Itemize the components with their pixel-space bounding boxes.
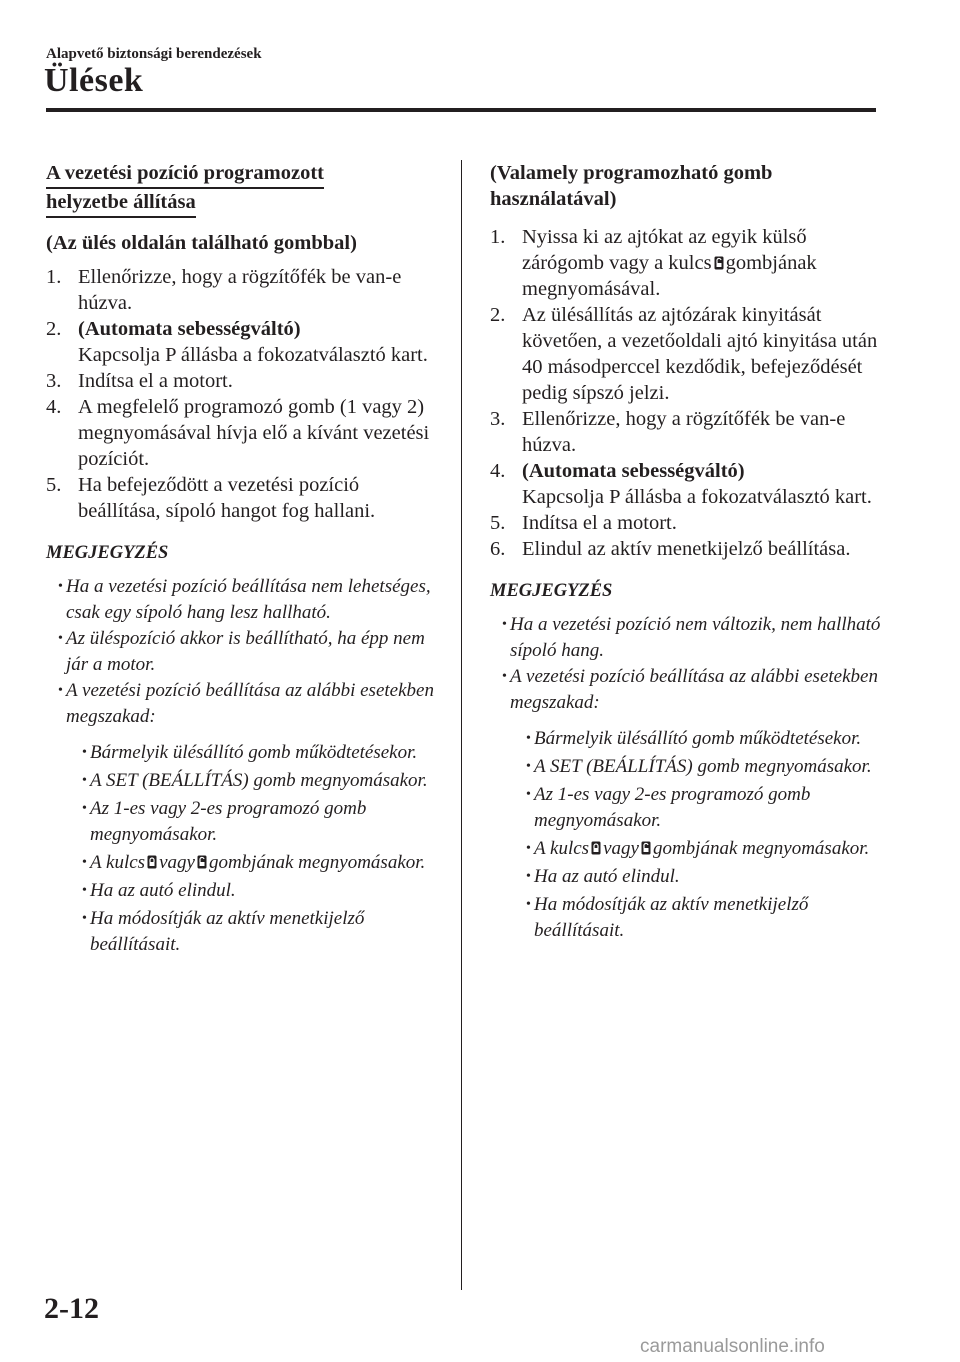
sub-note-item: • A kulcs vagy gombjának megnyomásakor. [526,838,870,859]
note-heading: MEGJEGYZÉS [490,581,613,601]
sub-note-item: • A SET (BEÁLLÍTÁS) gomb megnyomásakor. [526,756,872,777]
right-step-1: 1. Nyissa ki az ajtókat az egyik külső zárógomb vagy a kulcs gombjának megnyomásával. [490,226,817,300]
sub-note-list [46,740,446,958]
left-subhead: (Az ülés oldalán található gombbal) [46,232,357,254]
right-step-4: 4. (Automata sebességváltó) Kapcsolja P állásba a fokozatválasztó kart. [490,460,872,508]
unlock-icon [197,855,207,869]
left-step-5: 5. Ha befejeződött a vezetési pozíció beállítása, sípoló hangot fog hallani. [46,474,376,522]
column-divider [461,160,462,1290]
sub-note-item: • Ha az autó elindul. [526,866,680,887]
page-number: 2-12 [44,1292,99,1325]
section-title: A vezetési pozíció programozott helyzetbe állítása [46,160,446,218]
sub-note-item: • Az 1-es vagy 2-es programozó gomb megnyomásakor. [82,798,367,845]
sub-note-item: • Bármelyik ülésállító gomb működtetésekor. [82,742,418,763]
lock-icon [591,841,601,855]
note-item: • Ha a vezetési pozíció nem változik, nem hallható sípoló hang. [502,614,881,661]
sub-note-item: • Az 1-es vagy 2-es programozó gomb megnyomásakor. [526,784,811,831]
left-step-2: 2. (Automata sebességváltó) Kapcsolja P állásba a fokozatválasztó kart. [46,318,428,366]
left-step-1: 1. Ellenőrizze, hogy a rögzítőfék be van-e húzva. [46,266,402,314]
unlock-icon [714,256,724,270]
right-step-2: 2. Az ülésállítás az ajtózárak kinyitását követően, a vezetőoldali ajtó kinyitása után 40 másodperccel kezdődik, befejeződését pedig sípszó jelzi. [490,304,878,404]
watermark: carmanualsonline.info [640,1336,825,1357]
right-column [490,160,890,946]
left-step-3: 3. Indítsa el a motort. [46,370,233,392]
sub-note-item: • Ha módosítják az aktív menetkijelző beállításait. [82,908,365,955]
note-item: • A vezetési pozíció beállítása az alábbi esetekben megszakad: [58,680,434,727]
note-item: • Ha a vezetési pozíció beállítása nem lehetséges, csak egy sípoló hang lesz hallható. [58,576,431,623]
right-step-3: 3. Ellenőrizze, hogy a rögzítőfék be van-e húzva. [490,408,846,456]
note-item: • Az üléspozíció akkor is beállítható, ha épp nem jár a motor. [58,628,425,675]
sub-note-list [490,726,890,944]
right-step-6: 6. Elindul az aktív menetkijelző beállítása. [490,538,851,560]
page-title: Ülések [44,62,144,99]
note-item: • A vezetési pozíció beállítása az alábbi esetekben megszakad: [502,666,878,713]
left-step-4: 4. A megfelelő programozó gomb (1 vagy 2) megnyomásával hívja elő a kívánt vezetési pozíciót. [46,396,430,470]
lock-icon [147,855,157,869]
unlock-icon [641,841,651,855]
sub-note-item: • Bármelyik ülésállító gomb működtetésekor. [526,728,862,749]
left-column [46,160,446,960]
right-step-5: 5. Indítsa el a motort. [490,512,677,534]
section-breadcrumb: Alapvető biztonsági berendezések [46,46,262,62]
header-rule [46,108,876,112]
sub-note-item: • Ha módosítják az aktív menetkijelző beállításait. [526,894,809,941]
sub-note-item: • Ha az autó elindul. [82,880,236,901]
sub-note-item: • A SET (BEÁLLÍTÁS) gomb megnyomásakor. [82,770,428,791]
note-heading: MEGJEGYZÉS [46,543,169,563]
sub-note-item: • A kulcs vagy gombjának megnyomásakor. [82,852,426,873]
right-subhead: (Valamely programozható gomb használatával) [490,162,773,210]
